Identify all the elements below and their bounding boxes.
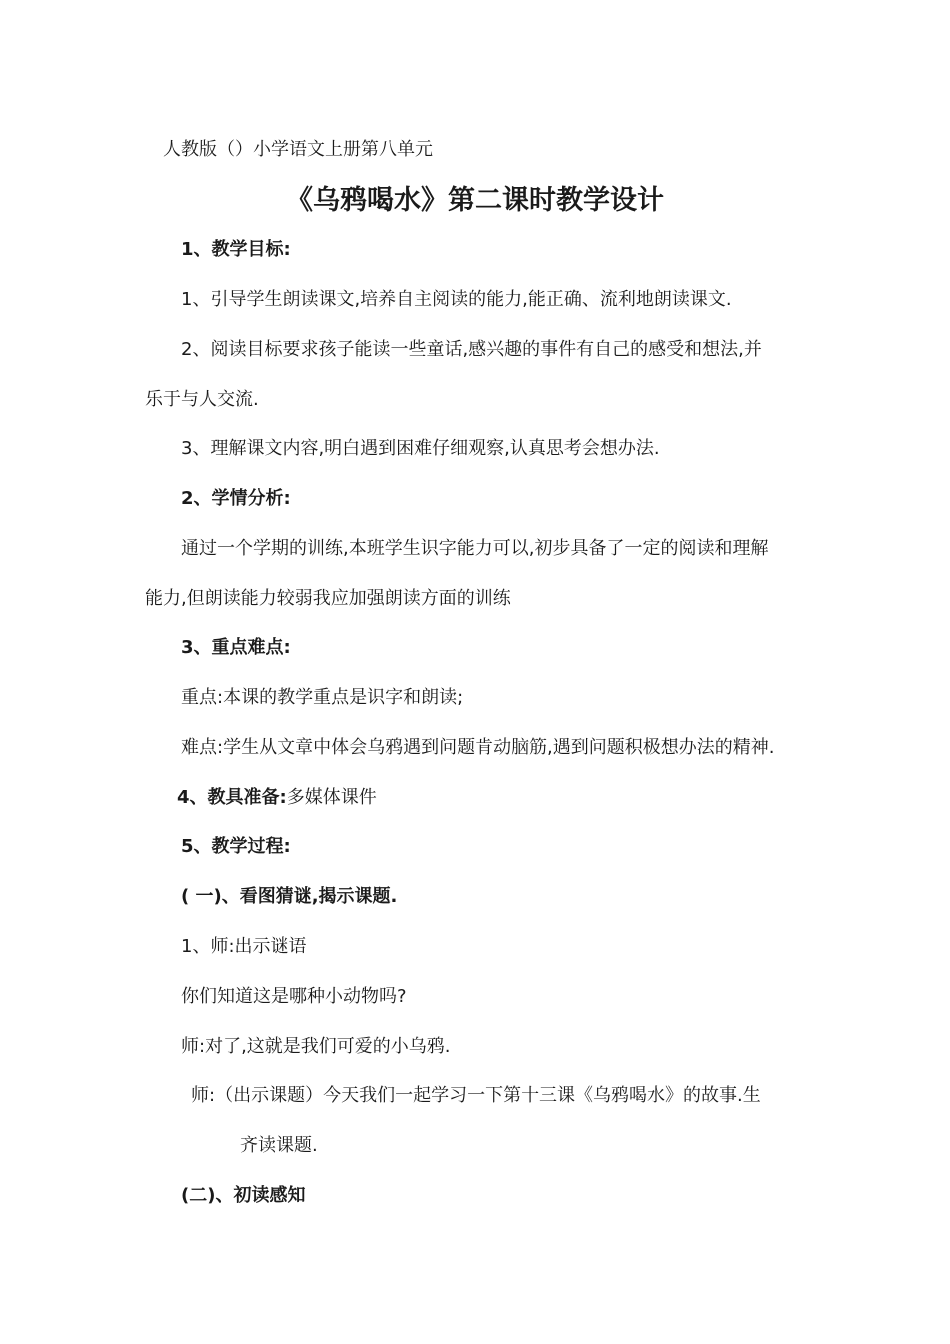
step-1-intro-line-1: 师:（出示课题）今天我们一起学习一下第十三课《乌鸦喝水》的故事.生	[191, 1085, 761, 1106]
section-heading-teaching-aids: 4、教具准备:	[177, 787, 287, 808]
step-1-answer: 师:对了,这就是我们可爱的小乌鸦.	[181, 1036, 451, 1057]
analysis-line-2: 能力,但朗读能力较弱我应加强朗读方面的训练	[145, 588, 511, 609]
document-title: 《乌鸦喝水》第二课时教学设计	[286, 185, 664, 216]
section-heading-key-points: 3、重点难点:	[181, 637, 291, 658]
teaching-aids-text: 多媒体课件	[286, 787, 377, 808]
analysis-line-1: 通过一个学期的训练,本班学生识字能力可以,初步具备了一定的阅读和理解	[181, 538, 769, 559]
step-1-intro-line-2: 齐读课题.	[240, 1135, 318, 1156]
goal-item-2-line-2: 乐于与人交流.	[145, 389, 259, 410]
step-2-heading: (二)、初读感知	[181, 1185, 306, 1206]
step-1-item-1: 1、师:出示谜语	[181, 936, 307, 957]
key-point: 重点:本课的教学重点是识字和朗读;	[181, 687, 464, 708]
teaching-aids	[177, 786, 377, 810]
goal-item-2-line-1: 2、阅读目标要求孩子能读一些童话,感兴趣的事件有自己的感受和想法,并	[181, 339, 762, 360]
section-heading-student-analysis: 2、学情分析:	[181, 488, 291, 509]
step-1-question: 你们知道这是哪种小动物吗?	[181, 986, 407, 1007]
goal-item-1: 1、引导学生朗读课文,培养自主阅读的能力,能正确、流利地朗读课文.	[181, 289, 732, 310]
goal-item-3: 3、理解课文内容,明白遇到困难仔细观察,认真思考会想办法.	[181, 438, 660, 459]
document-header: 人教版（）小学语文上册第八单元	[163, 139, 433, 160]
step-1-heading: ( 一)、看图猜谜,揭示课题.	[181, 886, 398, 907]
difficult-point: 难点:学生从文章中体会乌鸦遇到问题肯动脑筋,遇到问题积极想办法的精神.	[181, 737, 775, 758]
section-heading-teaching-goals: 1、教学目标:	[181, 239, 291, 260]
section-heading-teaching-process: 5、教学过程:	[181, 836, 291, 857]
